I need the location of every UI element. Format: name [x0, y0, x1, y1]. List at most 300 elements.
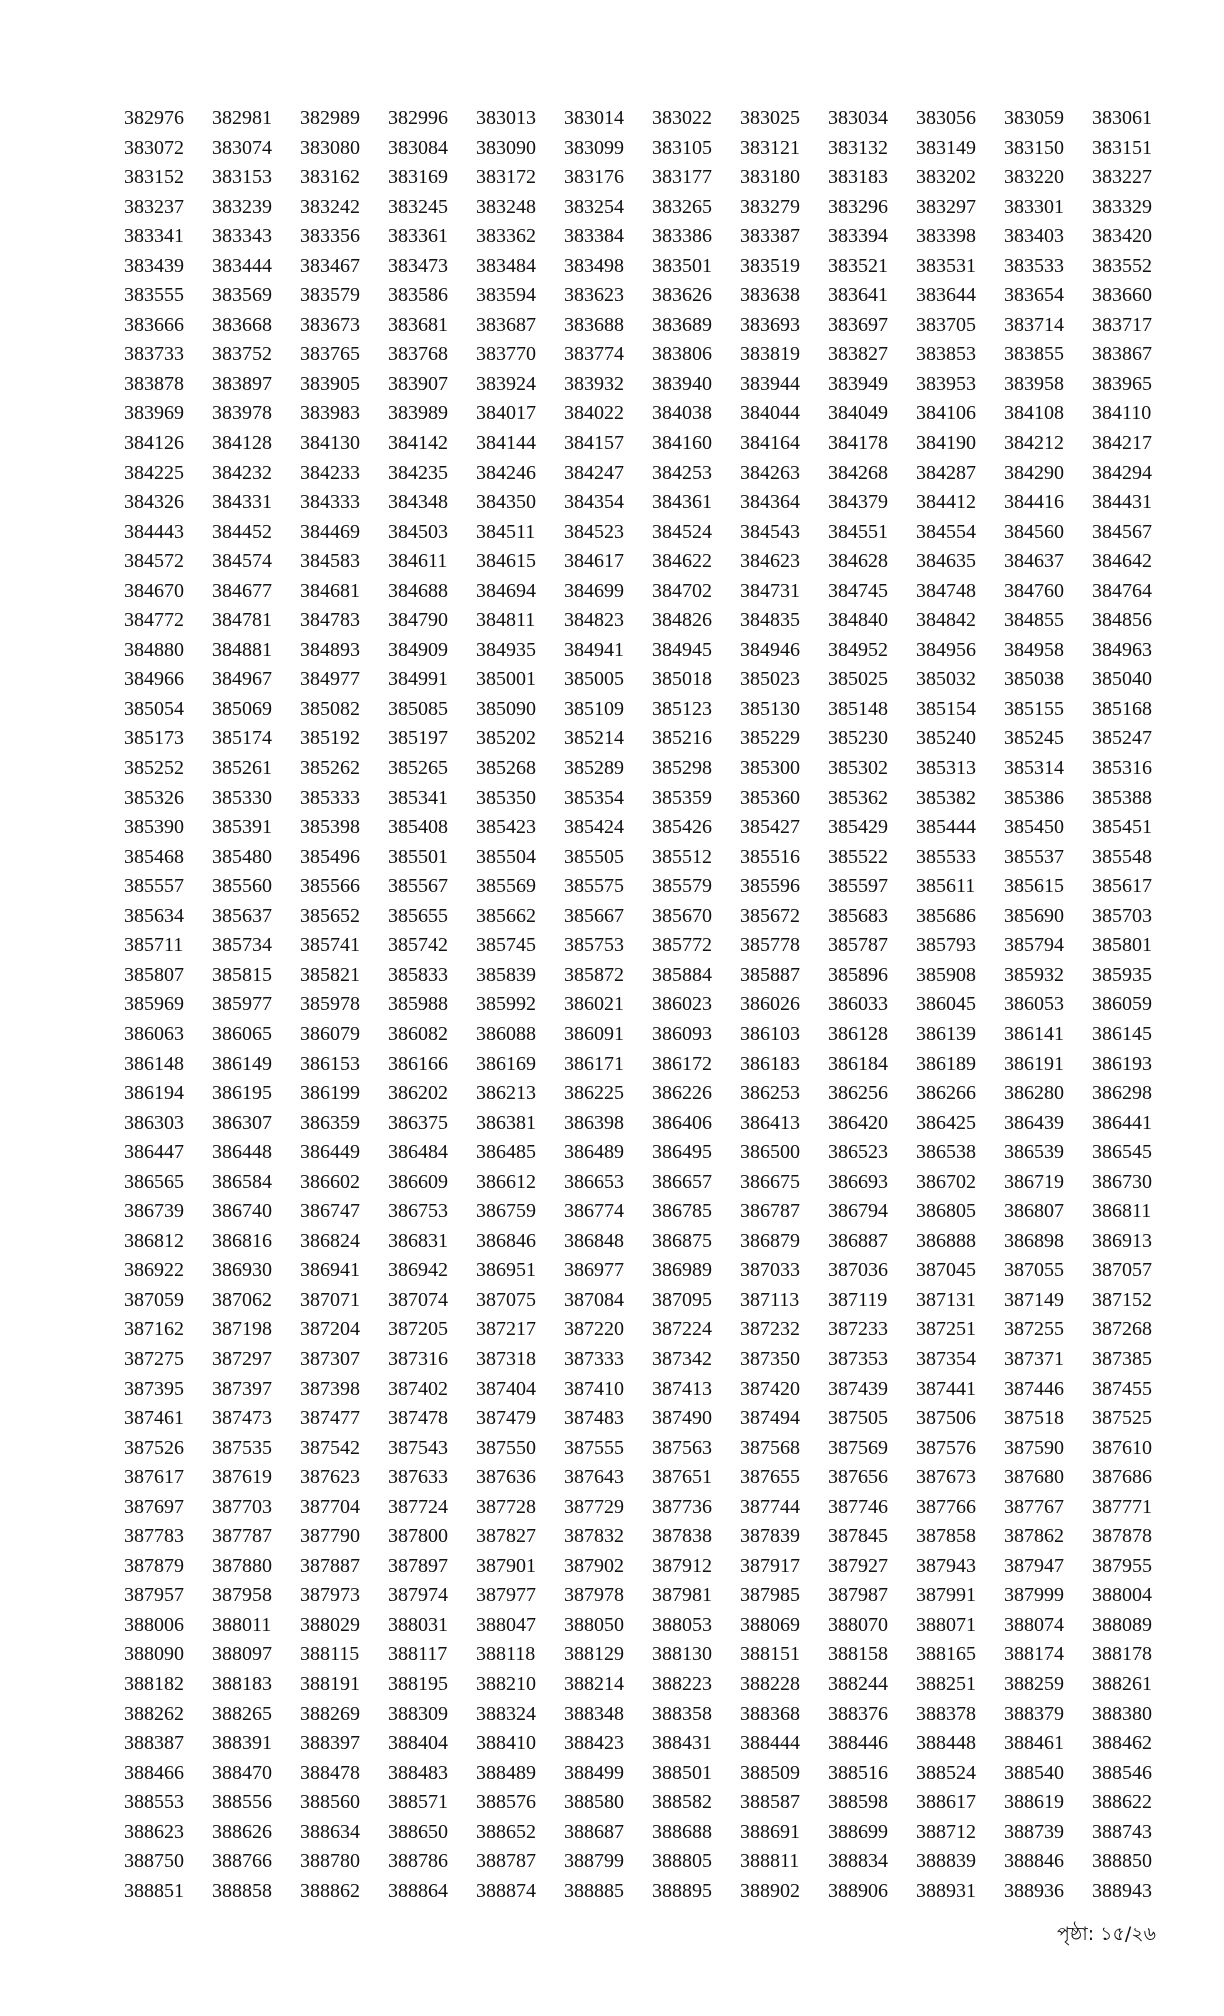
roll-number-cell: 388223: [652, 1672, 712, 1695]
roll-number-cell: 387059: [124, 1288, 184, 1311]
roll-number-cell: 387728: [476, 1495, 536, 1518]
roll-number-cell: 385597: [828, 875, 888, 898]
roll-number-cell: 383717: [1092, 313, 1152, 336]
roll-number-cell: 386406: [652, 1111, 712, 1134]
roll-number-cell: 383594: [476, 284, 536, 307]
roll-number-cell: 386774: [564, 1200, 624, 1223]
roll-number-cell: 385451: [1092, 816, 1152, 839]
roll-number-cell: 387149: [1004, 1288, 1064, 1311]
roll-number-cell: 387977: [476, 1584, 536, 1607]
roll-number-cell: 388902: [740, 1879, 800, 1902]
roll-number-cell: 383878: [124, 372, 184, 395]
roll-number-cell: 387255: [1004, 1318, 1064, 1341]
roll-number-cell: 384350: [476, 491, 536, 514]
roll-number-cell: 385468: [124, 845, 184, 868]
roll-number-cell: 383467: [300, 254, 360, 277]
roll-number-cell: 387045: [916, 1259, 976, 1282]
roll-number-cell: 386848: [564, 1229, 624, 1252]
roll-number-cell: 385566: [300, 875, 360, 898]
roll-number-cell: 383681: [388, 313, 448, 336]
roll-number-cell: 385214: [564, 727, 624, 750]
roll-number-cell: 386375: [388, 1111, 448, 1134]
roll-number-cell: 386139: [916, 1022, 976, 1045]
roll-number-cell: 387353: [828, 1347, 888, 1370]
roll-number-cell: 384331: [212, 491, 272, 514]
roll-number-cell: 386675: [740, 1170, 800, 1193]
roll-number-cell: 386413: [740, 1111, 800, 1134]
roll-number-cell: 385289: [564, 757, 624, 780]
roll-number-cell: 383521: [828, 254, 888, 277]
roll-number-cell: 386538: [916, 1141, 976, 1164]
roll-number-cell: 383897: [212, 372, 272, 395]
roll-number-cell: 385667: [564, 904, 624, 927]
roll-number-cell: 383940: [652, 372, 712, 395]
roll-number-cell: 385302: [828, 757, 888, 780]
roll-number-cell: 385362: [828, 786, 888, 809]
roll-number-cell: 384637: [1004, 550, 1064, 573]
roll-number-cell: 385426: [652, 816, 712, 839]
roll-number-cell: 385611: [916, 875, 976, 898]
roll-number-cell: 386193: [1092, 1052, 1152, 1075]
roll-number-cell: 383265: [652, 195, 712, 218]
roll-number-cell: 383444: [212, 254, 272, 277]
roll-number-cell: 386922: [124, 1259, 184, 1282]
roll-number-cell: 386153: [300, 1052, 360, 1075]
roll-number-cell: 383356: [300, 225, 360, 248]
roll-number-cell: 384963: [1092, 638, 1152, 661]
roll-number-cell: 386213: [476, 1082, 536, 1105]
roll-number-cell: 388699: [828, 1820, 888, 1843]
roll-number-cell: 385313: [916, 757, 976, 780]
roll-number-cell: 388687: [564, 1820, 624, 1843]
roll-number-cell: 387651: [652, 1466, 712, 1489]
roll-number-cell: 386381: [476, 1111, 536, 1134]
roll-number-cell: 383853: [916, 343, 976, 366]
roll-number-cell: 386398: [564, 1111, 624, 1134]
roll-number-cell: 385109: [564, 697, 624, 720]
roll-number-cell: 388380: [1092, 1702, 1152, 1725]
roll-number-cell: 388182: [124, 1672, 184, 1695]
roll-number-cell: 384142: [388, 432, 448, 455]
roll-number-cell: 385672: [740, 904, 800, 927]
roll-number-cell: 383072: [124, 136, 184, 159]
roll-number-cell: 384623: [740, 550, 800, 573]
roll-number-cell: 383668: [212, 313, 272, 336]
roll-number-cell: 388410: [476, 1732, 536, 1755]
roll-number-cell: 387333: [564, 1347, 624, 1370]
roll-number-cell: 387033: [740, 1259, 800, 1282]
roll-number-cell: 388130: [652, 1643, 712, 1666]
roll-number-cell: 384247: [564, 461, 624, 484]
roll-number-cell: 387446: [1004, 1377, 1064, 1400]
roll-number-cell: 382981: [212, 107, 272, 129]
roll-number-cell: 384783: [300, 609, 360, 632]
roll-number-cell: 388262: [124, 1702, 184, 1725]
roll-number-cell: 385575: [564, 875, 624, 898]
roll-number-cell: 384670: [124, 579, 184, 602]
roll-number-cell: 386523: [828, 1141, 888, 1164]
roll-number-cell: 385360: [740, 786, 800, 809]
roll-number-cell: 383654: [1004, 284, 1064, 307]
roll-number-cell: 385703: [1092, 904, 1152, 927]
roll-number-cell: 386359: [300, 1111, 360, 1134]
roll-number-cell: 388943: [1092, 1879, 1152, 1902]
roll-number-cell: 385887: [740, 963, 800, 986]
roll-number-cell: 388397: [300, 1732, 360, 1755]
roll-number-cell: 385480: [212, 845, 272, 868]
roll-number-cell: 384246: [476, 461, 536, 484]
roll-number-cell: 384431: [1092, 491, 1152, 514]
roll-number-cell: 387838: [652, 1525, 712, 1548]
roll-number-cell: 387947: [1004, 1554, 1064, 1577]
roll-number-cell: 385001: [476, 668, 536, 691]
roll-number-cell: 387697: [124, 1495, 184, 1518]
roll-number-cell: 386565: [124, 1170, 184, 1193]
roll-number-cell: 388619: [1004, 1791, 1064, 1814]
roll-number-cell: 388210: [476, 1672, 536, 1695]
roll-number-cell: 383254: [564, 195, 624, 218]
roll-number-cell: 386447: [124, 1141, 184, 1164]
roll-number-cell: 386448: [212, 1141, 272, 1164]
roll-number-cell: 385787: [828, 934, 888, 957]
roll-number-cell: 386266: [916, 1082, 976, 1105]
roll-number-cell: 386172: [652, 1052, 712, 1075]
roll-number-cell: 387385: [1092, 1347, 1152, 1370]
roll-number-cell: 385537: [1004, 845, 1064, 868]
roll-number-cell: 387461: [124, 1407, 184, 1430]
roll-number-cell: 384935: [476, 638, 536, 661]
roll-number-cell: 384263: [740, 461, 800, 484]
roll-number-cell: 384967: [212, 668, 272, 691]
roll-number-cell: 387494: [740, 1407, 800, 1430]
roll-number-cell: 388766: [212, 1850, 272, 1873]
roll-number-cell: 386225: [564, 1082, 624, 1105]
roll-number-cell: 387887: [300, 1554, 360, 1577]
roll-number-cell: 383907: [388, 372, 448, 395]
roll-number-cell: 385245: [1004, 727, 1064, 750]
roll-number-cell: 388228: [740, 1672, 800, 1695]
roll-number-cell: 387729: [564, 1495, 624, 1518]
roll-number-cell: 385354: [564, 786, 624, 809]
roll-number-cell: 385655: [388, 904, 448, 927]
roll-number-cell: 388324: [476, 1702, 536, 1725]
roll-number-cell: 384469: [300, 520, 360, 543]
roll-number-cell: 387268: [1092, 1318, 1152, 1341]
roll-number-cell: 387901: [476, 1554, 536, 1577]
roll-number-cell: 386141: [1004, 1022, 1064, 1045]
roll-number-cell: 387354: [916, 1347, 976, 1370]
roll-number-cell: 388006: [124, 1613, 184, 1636]
roll-number-cell: 387724: [388, 1495, 448, 1518]
roll-number-cell: 386256: [828, 1082, 888, 1105]
roll-number-cell: 384128: [212, 432, 272, 455]
roll-number-cell: 386545: [1092, 1141, 1152, 1164]
roll-number-cell: 383626: [652, 284, 712, 307]
roll-number-cell: 383176: [564, 166, 624, 189]
roll-number-cell: 385090: [476, 697, 536, 720]
roll-number-cell: 387790: [300, 1525, 360, 1548]
roll-number-cell: 388862: [300, 1879, 360, 1902]
roll-number-cell: 387371: [1004, 1347, 1064, 1370]
roll-number-cell: 387985: [740, 1584, 800, 1607]
roll-number-cell: 388011: [212, 1613, 272, 1636]
roll-number-cell: 386794: [828, 1200, 888, 1223]
roll-number-cell: 384745: [828, 579, 888, 602]
roll-number-cell: 387957: [124, 1584, 184, 1607]
roll-number-cell: 388895: [652, 1879, 712, 1902]
roll-number-grid: [124, 104, 1164, 1906]
roll-number-cell: 385686: [916, 904, 976, 927]
roll-number-cell: 386824: [300, 1229, 360, 1252]
roll-number-cell: 388811: [740, 1850, 800, 1873]
roll-number-cell: 387999: [1004, 1584, 1064, 1607]
roll-number-cell: 383733: [124, 343, 184, 366]
roll-number-cell: 385560: [212, 875, 272, 898]
roll-number-cell: 386730: [1092, 1170, 1152, 1193]
roll-number-cell: 385932: [1004, 963, 1064, 986]
roll-number-cell: 388626: [212, 1820, 272, 1843]
roll-number-cell: 384212: [1004, 432, 1064, 455]
roll-number-cell: 385192: [300, 727, 360, 750]
roll-number-cell: 386280: [1004, 1082, 1064, 1105]
roll-number-cell: 386740: [212, 1200, 272, 1223]
roll-number-cell: 383162: [300, 166, 360, 189]
roll-number-cell: 383343: [212, 225, 272, 248]
roll-number-cell: 386171: [564, 1052, 624, 1075]
roll-number-cell: 385326: [124, 786, 184, 809]
roll-number-cell: 387297: [212, 1347, 272, 1370]
roll-number-cell: 385778: [740, 934, 800, 957]
roll-number-cell: 384611: [388, 550, 448, 573]
roll-number-cell: 385032: [916, 668, 976, 691]
roll-number-cell: 385229: [740, 727, 800, 750]
roll-number-cell: 387420: [740, 1377, 800, 1400]
roll-number-cell: 383074: [212, 136, 272, 159]
roll-number-cell: 383394: [828, 225, 888, 248]
roll-number-cell: 384354: [564, 491, 624, 514]
roll-number-cell: 386693: [828, 1170, 888, 1193]
roll-number-cell: 387845: [828, 1525, 888, 1548]
roll-number-cell: 384855: [1004, 609, 1064, 632]
roll-number-cell: 384157: [564, 432, 624, 455]
roll-number-cell: 383983: [300, 402, 360, 425]
roll-number-cell: 388391: [212, 1732, 272, 1755]
roll-number-cell: 388031: [388, 1613, 448, 1636]
roll-number-cell: 385501: [388, 845, 448, 868]
roll-number-cell: 388906: [828, 1879, 888, 1902]
roll-number-cell: 387973: [300, 1584, 360, 1607]
roll-number-cell: 388158: [828, 1643, 888, 1666]
roll-number-cell: 387550: [476, 1436, 536, 1459]
roll-number-cell: 386739: [124, 1200, 184, 1223]
roll-number-cell: 383362: [476, 225, 536, 248]
roll-number-cell: 384524: [652, 520, 712, 543]
roll-number-cell: 387204: [300, 1318, 360, 1341]
roll-number-cell: 385516: [740, 845, 800, 868]
roll-number-cell: 383586: [388, 284, 448, 307]
roll-number-cell: 383770: [476, 343, 536, 366]
roll-number-cell: 385637: [212, 904, 272, 927]
roll-number-cell: 384233: [300, 461, 360, 484]
roll-number-cell: 385216: [652, 727, 712, 750]
roll-number-cell: 388851: [124, 1879, 184, 1902]
roll-number-cell: 386128: [828, 1022, 888, 1045]
roll-number-cell: 387131: [916, 1288, 976, 1311]
roll-number-cell: 388478: [300, 1761, 360, 1784]
roll-number-cell: 386091: [564, 1022, 624, 1045]
roll-number-cell: 387917: [740, 1554, 800, 1577]
roll-number-cell: 387636: [476, 1466, 536, 1489]
roll-number-cell: 386149: [212, 1052, 272, 1075]
roll-number-cell: 384178: [828, 432, 888, 455]
roll-number-cell: 387880: [212, 1554, 272, 1577]
roll-number-cell: 387490: [652, 1407, 712, 1430]
roll-number-cell: 384287: [916, 461, 976, 484]
roll-number-cell: 383953: [916, 372, 976, 395]
roll-number-cell: 384835: [740, 609, 800, 632]
roll-number-cell: 383765: [300, 343, 360, 366]
roll-number-cell: 388805: [652, 1850, 712, 1873]
roll-number-cell: 385085: [388, 697, 448, 720]
roll-number-cell: 383819: [740, 343, 800, 366]
roll-number-cell: 383555: [124, 284, 184, 307]
roll-number-cell: 387162: [124, 1318, 184, 1341]
roll-number-cell: 386425: [916, 1111, 976, 1134]
roll-number-cell: 387526: [124, 1436, 184, 1459]
roll-number-cell: 385197: [388, 727, 448, 750]
roll-number-cell: 387878: [1092, 1525, 1152, 1548]
roll-number-cell: 384946: [740, 638, 800, 661]
roll-number-cell: 384164: [740, 432, 800, 455]
roll-number-cell: 385390: [124, 816, 184, 839]
roll-number-cell: 386079: [300, 1022, 360, 1045]
roll-number-cell: 387987: [828, 1584, 888, 1607]
roll-number-cell: 383202: [916, 166, 976, 189]
roll-number-cell: 385005: [564, 668, 624, 691]
roll-number-cell: 388047: [476, 1613, 536, 1636]
roll-number-cell: 385908: [916, 963, 976, 986]
roll-number-cell: 387055: [1004, 1259, 1064, 1282]
roll-number-cell: 387746: [828, 1495, 888, 1518]
roll-number-cell: 385382: [916, 786, 976, 809]
roll-number-cell: 384677: [212, 579, 272, 602]
roll-number-cell: 387897: [388, 1554, 448, 1577]
roll-number-cell: 388069: [740, 1613, 800, 1636]
roll-number-cell: 385662: [476, 904, 536, 927]
roll-number-cell: 384217: [1092, 432, 1152, 455]
roll-number-cell: 388378: [916, 1702, 976, 1725]
roll-number-cell: 387232: [740, 1318, 800, 1341]
roll-number-cell: 385634: [124, 904, 184, 927]
roll-number-cell: 383398: [916, 225, 976, 248]
roll-number-cell: 384049: [828, 402, 888, 425]
roll-number-cell: 386194: [124, 1082, 184, 1105]
roll-number-cell: 385230: [828, 727, 888, 750]
roll-number-cell: 385617: [1092, 875, 1152, 898]
roll-number-cell: 385069: [212, 697, 272, 720]
roll-number-cell: 384443: [124, 520, 184, 543]
roll-number-cell: 386977: [564, 1259, 624, 1282]
roll-number-cell: 385341: [388, 786, 448, 809]
roll-number-cell: 387342: [652, 1347, 712, 1370]
roll-number-cell: 385038: [1004, 668, 1064, 691]
roll-number-cell: 387704: [300, 1495, 360, 1518]
roll-number-cell: 386026: [740, 993, 800, 1016]
roll-number-cell: 388580: [564, 1791, 624, 1814]
roll-number-cell: 383714: [1004, 313, 1064, 336]
roll-number-cell: 388265: [212, 1702, 272, 1725]
roll-number-cell: 388622: [1092, 1791, 1152, 1814]
roll-number-cell: 385935: [1092, 963, 1152, 986]
roll-number-cell: 387074: [388, 1288, 448, 1311]
roll-number-cell: 383660: [1092, 284, 1152, 307]
roll-number-cell: 386021: [564, 993, 624, 1016]
roll-number-cell: 386807: [1004, 1200, 1064, 1223]
roll-number-cell: 385734: [212, 934, 272, 957]
roll-number-cell: 383132: [828, 136, 888, 159]
roll-number-cell: 385652: [300, 904, 360, 927]
roll-number-cell: 387555: [564, 1436, 624, 1459]
roll-number-cell: 384966: [124, 668, 184, 691]
roll-number-cell: 383978: [212, 402, 272, 425]
roll-number-cell: 383034: [828, 107, 888, 129]
roll-number-cell: 383519: [740, 254, 800, 277]
roll-number-cell: 383403: [1004, 225, 1064, 248]
roll-number-cell: 388183: [212, 1672, 272, 1695]
roll-number-cell: 385512: [652, 845, 712, 868]
roll-number-cell: 385567: [388, 875, 448, 898]
roll-number-cell: 387656: [828, 1466, 888, 1489]
roll-number-cell: 386189: [916, 1052, 976, 1075]
roll-number-cell: 384909: [388, 638, 448, 661]
roll-number-cell: 383169: [388, 166, 448, 189]
roll-number-cell: 383151: [1092, 136, 1152, 159]
roll-number-cell: 387978: [564, 1584, 624, 1607]
roll-number-cell: 386298: [1092, 1082, 1152, 1105]
roll-number-cell: 384826: [652, 609, 712, 632]
roll-number-cell: 387576: [916, 1436, 976, 1459]
roll-number-cell: 386811: [1092, 1200, 1152, 1223]
roll-number-cell: 385872: [564, 963, 624, 986]
roll-number-cell: 387783: [124, 1525, 184, 1548]
roll-number-cell: 385596: [740, 875, 800, 898]
roll-number-cell: 384551: [828, 520, 888, 543]
roll-number-cell: 386063: [124, 1022, 184, 1045]
roll-number-cell: 386033: [828, 993, 888, 1016]
roll-number-cell: 384628: [828, 550, 888, 573]
roll-number-cell: 384511: [476, 520, 536, 543]
roll-number-cell: 387686: [1092, 1466, 1152, 1489]
roll-number-cell: 383301: [1004, 195, 1064, 218]
roll-number-cell: 387071: [300, 1288, 360, 1311]
roll-number-cell: 386602: [300, 1170, 360, 1193]
roll-number-cell: 388446: [828, 1732, 888, 1755]
roll-number-cell: 388259: [1004, 1672, 1064, 1695]
roll-number-cell: 386941: [300, 1259, 360, 1282]
roll-number-cell: 383531: [916, 254, 976, 277]
roll-number-cell: 387152: [1092, 1288, 1152, 1311]
roll-number-cell: 385978: [300, 993, 360, 1016]
roll-number-cell: 383623: [564, 284, 624, 307]
roll-number-cell: 387478: [388, 1407, 448, 1430]
roll-number-cell: 387402: [388, 1377, 448, 1400]
roll-number-cell: 386747: [300, 1200, 360, 1223]
roll-number-cell: 388864: [388, 1879, 448, 1902]
roll-number-cell: 383386: [652, 225, 712, 248]
roll-number-cell: 388587: [740, 1791, 800, 1814]
roll-number-cell: 385742: [388, 934, 448, 957]
roll-number-cell: 388787: [476, 1850, 536, 1873]
